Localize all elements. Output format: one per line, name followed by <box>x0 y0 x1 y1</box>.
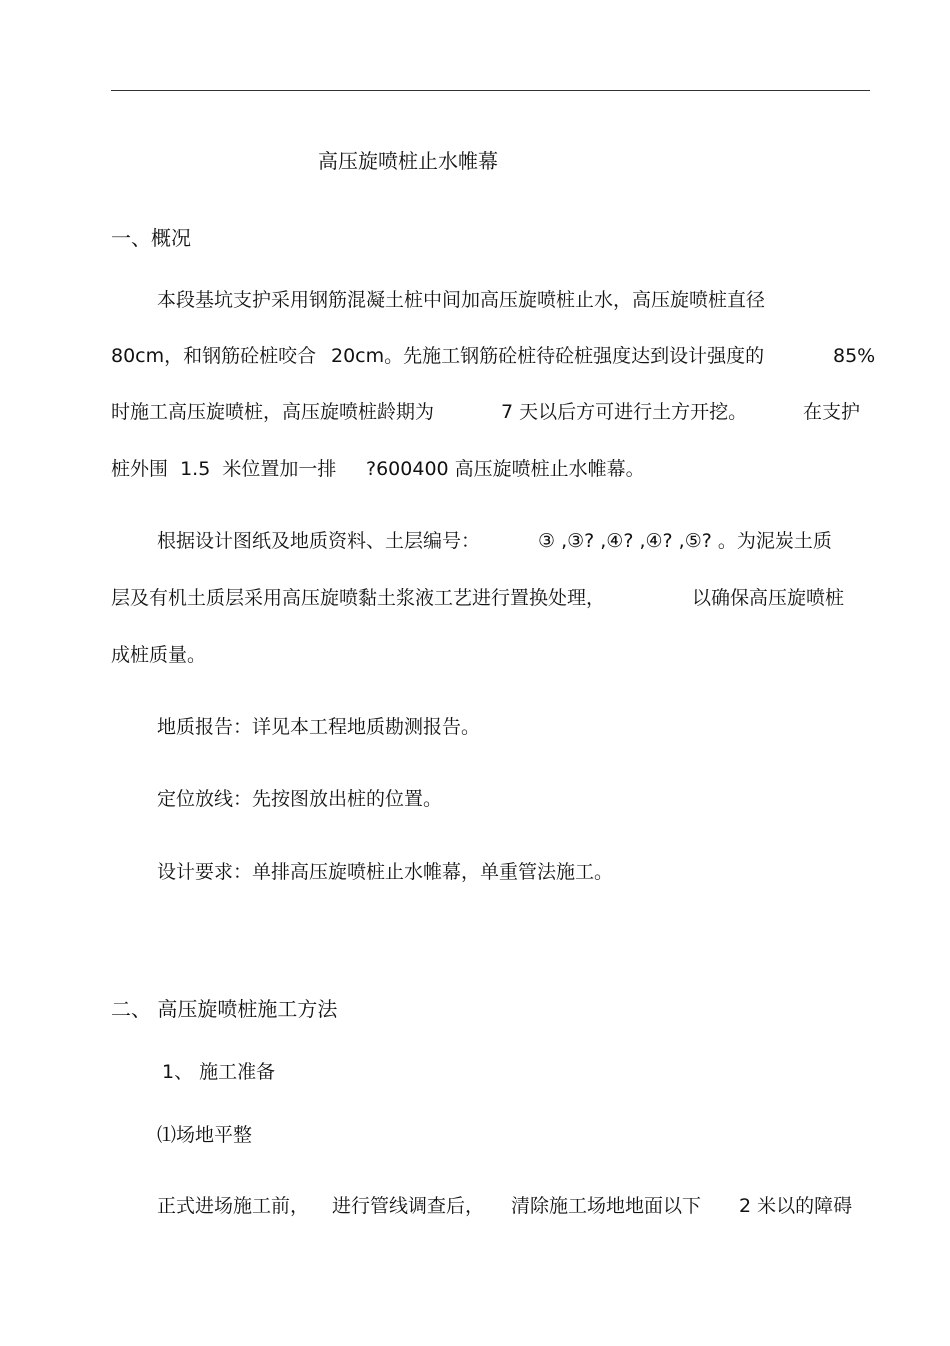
paragraph-1-line-2b: 20cm。先施工钢筋砼桩待砼桩强度达到设计强度的 <box>331 345 765 367</box>
section-1-heading: 一、概况 <box>111 226 191 250</box>
geo-report-line: 地质报告：详见本工程地质勘测报告。 <box>157 716 481 738</box>
paragraph-1-line-3c: 在支护 <box>803 401 861 423</box>
document-title: 高压旋喷桩止水帷幕 <box>318 149 498 173</box>
paragraph-2-line-3: 成桩质量。 <box>111 644 207 666</box>
positioning-line: 定位放线：先按图放出桩的位置。 <box>157 788 443 810</box>
section-2-heading: 二、 高压旋喷桩施工方法 <box>111 997 338 1021</box>
section-2-paragraph-part-d: 2 米以的障碍 <box>739 1195 853 1217</box>
paragraph-2-line-2b: 以确保高压旋喷桩 <box>692 587 845 609</box>
section-2-paragraph-part-b: 进行管线调查后， <box>332 1195 485 1217</box>
section-2-paragraph-part-c: 清除施工场地地面以下 <box>511 1195 702 1217</box>
section-2-paragraph-part-a: 正式进场施工前， <box>157 1195 310 1217</box>
paragraph-1-line-2a: 80cm，和钢筋砼桩咬合 <box>111 345 317 367</box>
paragraph-1-line-3b: 7 天以后方可进行土方开挖。 <box>501 401 748 423</box>
item-1-heading: ⑴场地平整 <box>157 1124 253 1146</box>
design-requirement-line: 设计要求：单排高压旋喷桩止水帷幕，单重管法施工。 <box>157 861 614 883</box>
paragraph-2-line-1b: ③ ,③? ,④? ,④? ,⑤? 。为泥炭土质 <box>538 530 832 552</box>
paragraph-1-line-4a: 桩外围 1.5 米位置加一排 <box>111 458 337 480</box>
paragraph-2-line-2a: 层及有机土质层采用高压旋喷黏土浆液工艺进行置换处理， <box>111 587 606 609</box>
paragraph-1-line-1: 本段基坑支护采用钢筋混凝土桩中间加高压旋喷桩止水，高压旋喷桩直径 <box>157 289 766 311</box>
paragraph-1-line-4b: ?600400 高压旋喷桩止水帷幕。 <box>366 458 645 480</box>
paragraph-2-line-1a: 根据设计图纸及地质资料、土层编号： <box>157 530 481 552</box>
paragraph-1-line-3a: 时施工高压旋喷桩，高压旋喷桩龄期为 <box>111 401 435 423</box>
subsection-1-heading: 1、 施工准备 <box>162 1061 276 1083</box>
header-rule <box>111 90 870 91</box>
paragraph-1-line-2c: 85% <box>833 345 876 367</box>
